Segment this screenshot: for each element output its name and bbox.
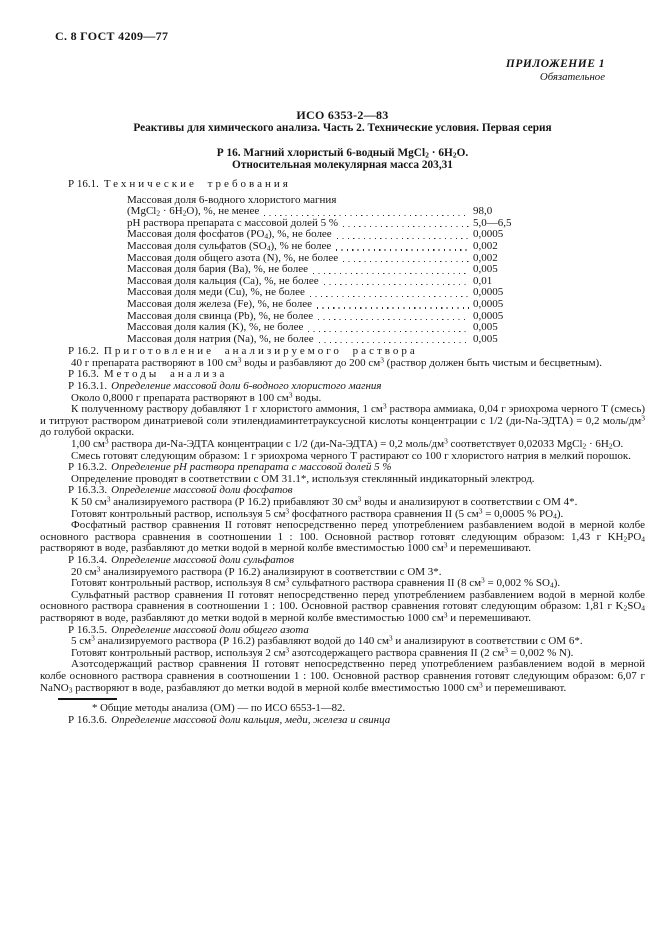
section-number: Р 16.3. (68, 368, 99, 381)
dot-leader (264, 215, 469, 216)
spec-value: 0,005 (473, 263, 498, 276)
section-number: Р 16.2. (68, 345, 99, 358)
spec-value: 0,0005 (473, 286, 504, 299)
section-16-3-4-heading (68, 555, 645, 567)
running-header: С. 8 ГОСТ 4209—77 (55, 29, 169, 43)
spec-label: Массовая доля фосфатов $(PO_4)$, %, не более (127, 228, 332, 241)
paragraph-16-3-3-b: Готовят контрольный раствор, используя 5 $см^3$ фосфатного раствора сравнения II (5 $см^3 = 0,0005$ % $PO_4$). (71, 505, 564, 521)
section-number: Р 16.3.3. (68, 484, 108, 497)
section-title: Методы анализа (103, 368, 228, 381)
spec-row (127, 322, 528, 334)
spec-label: Массовая доля бария (Ba), %, не более (127, 263, 309, 276)
paragraph-16-3-5-a: 5 $см^3$ анализируемого раствора (Р 16.2) разбавляют водой до 140 $см^3$ и анализируют в соответствии с ОМ 6*. (71, 633, 583, 648)
paragraph-16-3-1-b: К полученному раствору добавляют 1 г хлористого аммония, 1 $см^3$ раствора аммиака, 0,04 г эриохрома черного Т (смесь) и титруют раствором динатриевой соли этилендиаминтетрауксусной кислоты концентрации с 1/2 (ди-Na-ЭДТА) = 0,2 моль/$дм^3$ до голубой окраски. (40, 401, 645, 439)
dot-leader (317, 307, 469, 308)
footnote-block (40, 698, 645, 715)
spec-value: 98,0 (473, 205, 493, 218)
paragraph-16-3-5-c: Азотсодержащий раствор сравнения II готовят непосредственно перед употреблением разбавлением водой в мерной колбе основного раствора сравнения в соотношении 1 : 100. Основной раствор сравнения готовят следующим образом: 6,07 г NaNO$_3$ растворяют в воде, разбавляют до метки водой в мерной колбе вместимостью 1000 $см^3$ и перемешивают. (40, 658, 645, 694)
section-title: Определение pH раствора препарата с массовой долей 5 % (111, 461, 392, 474)
spec-value: 0,005 (473, 321, 498, 334)
standard-number: ИСО 6353-2—83 (296, 107, 389, 122)
section-title: Технические требования (103, 177, 291, 190)
spec-label: Массовая доля кальция (Ca), %, не более (127, 274, 319, 287)
dot-leader (343, 226, 469, 227)
paragraph-16-3-1-a: Около 0,8000 г препарата растворяют в 100 $см^3$ воды. (71, 389, 322, 404)
dot-leader (337, 238, 469, 239)
spec-value: 0,0005 (473, 297, 504, 310)
section-title: Определение массовой доли 6-водного хлористого магния (111, 380, 382, 393)
product-title (40, 147, 645, 171)
section-16-3-1-heading (68, 381, 645, 393)
spec-label: Массовая доля общего азота (N), %, не более (127, 251, 339, 264)
spec-value: 0,005 (473, 332, 498, 345)
paragraph-16-3-4-b: Готовят контрольный раствор, используя 8 $см^3$ сульфатного раствора сравнения II (8 $см^3 = 0,002$ % $SO_4$). (71, 575, 561, 590)
section-number: Р 16.3.5. (68, 623, 108, 636)
spec-label: Массовая доля калия (K), %, не более (127, 321, 304, 334)
spec-value: 0,01 (473, 274, 493, 287)
paragraph-16-3-1-d: Смесь готовят следующим образом: 1 г эриохрома черного Т растирают со 100 г хлористого натрия в мелкий порошок. (71, 449, 631, 462)
section-number: Р 16.3.6. (68, 713, 108, 726)
dot-leader (310, 296, 469, 297)
paragraph-16-3-1-c: 1,00 $см^3$ раствора ди-Na-ЭДТА концентрации с 1/2 (ди-Na-ЭДТА) = 0,2 моль/$дм^3$ соответствует 0,02033 MgCl$_2$ · $6H_2O$. (71, 436, 624, 451)
section-16-3-6-heading (68, 715, 645, 727)
spec-label: (MgCl$_2$ · $6H_2O$), %, не менее (127, 205, 260, 218)
paragraph-16-3-4-a: 20 $см^3$ анализируемого раствора (Р 16.2) анализируют в соответствии с ОМ 3*. (71, 563, 442, 578)
dot-leader (324, 284, 469, 285)
spec-list (127, 195, 528, 346)
spec-value: 0,002 (473, 251, 498, 264)
spec-label: Массовая доля меди (Cu), %, не более (127, 286, 305, 299)
section-number: Р 16.3.2. (68, 461, 108, 474)
spec-value: 0,0005 (473, 309, 504, 322)
section-title: Определение массовой доли кальция, меди, железа и свинца (111, 713, 391, 726)
footnote-rule (58, 698, 117, 700)
paragraph-16-3-4-c: Сульфатный раствор сравнения II готовят непосредственно перед употреблением разбавлением водой в мерной колбе основного раствора сравнения в соотношении 1 : 100. Основной раствор сравнения готовят следующим образом: 1,81 г $K_2SO_4$ растворяют в воде, разбавляют до метки водой в мерной колбе вместимостью 1000 $см^3$ и перемешивают. (40, 588, 645, 624)
spec-label: pH раствора препарата с массовой долей 5 % (127, 216, 339, 229)
paragraph-16-3-3-a: К 50 $см^3$ анализируемого раствора (Р 16.2) прибавляют 30 $см^3$ воды и анализируют в соответствии с ОМ 4*. (71, 494, 578, 508)
spec-row (127, 206, 528, 218)
product-title-line2: Относительная молекулярная масса 203,31 (232, 158, 453, 171)
spec-label: Массовая доля натрия (Na), %, не более (127, 332, 314, 345)
section-number: Р 16.1. (68, 177, 99, 190)
annex-block (40, 59, 605, 84)
dot-leader (343, 261, 469, 262)
spec-row (127, 241, 528, 253)
dot-leader (319, 342, 469, 343)
spec-value: 5,0—6,5 (473, 216, 512, 229)
spec-row (127, 299, 528, 311)
section-number: Р 16.3.4. (68, 553, 108, 566)
section-title: Определение массовой доли общего азота (111, 623, 309, 636)
spec-label: Массовая доля сульфатов $(SO_4)$, % не более (127, 239, 332, 253)
paragraph-16-2: 40 г препарата растворяют в 100 $см^3$ воды и разбавляют до 200 $см^3$ (раствор должен быть чистым и бесцветным). (71, 355, 602, 369)
spec-value: 0,0005 (473, 228, 504, 241)
dot-leader (313, 273, 469, 274)
product-title-line1: Р 16. Магний хлористый 6-водный MgCl$_2$ · $6H_2O$. (216, 146, 469, 160)
paragraph-16-3-2: Определение проводят в соответствии с ОМ 31.1*, используя стеклянный индикаторный электрод. (71, 472, 535, 485)
paragraph-16-3-5-b: Готовят контрольный раствор, используя 2 $см^3$ азотсодержащего раствора сравнения II (2 $см^3 = 0,002$ % N). (71, 644, 574, 659)
section-title: Определение массовой доли сульфатов (111, 553, 294, 566)
spec-label: Массовая доля железа (Fe), %, не более (127, 297, 312, 310)
dot-leader (318, 319, 469, 320)
standard-subtitle: Реактивы для химического анализа. Часть 2. Технические условия. Первая серия (133, 122, 552, 135)
dot-leader (336, 249, 469, 250)
annex-title: ПРИЛОЖЕНИЕ 1 (505, 57, 605, 70)
spec-intro-line: Массовая доля 6-водного хлористого магния (127, 193, 337, 206)
section-title: Приготовление анализируемого раствора (103, 345, 418, 358)
section-16-1-heading (68, 179, 645, 191)
section-title: Определение массовой доли фосфатов (111, 484, 293, 497)
paragraph-16-3-3-c: Фосфатный раствор сравнения II готовят непосредственно перед употреблением разбавлением водой в мерной колбе основного раствора сравнения в соотношении 1 : 100. Основной раствор готовят следующим образом: 1,43 г $KH_2PO_4$ растворяют в воде, разбавляют до метки водой в мерной колбе вместимостью 1000 $см^3$ и перемешивают. (40, 519, 645, 555)
spec-label: Массовая доля свинца (Pb), %, не более (127, 309, 314, 322)
footnote-text: * Общие методы анализа (ОМ) — по ИСО 6553-1—82. (92, 702, 346, 715)
spec-value: 0,002 (473, 239, 498, 252)
spec-row (127, 334, 528, 346)
dot-leader (308, 331, 469, 332)
spec-row (127, 264, 528, 276)
annex-note: Обязательное (539, 71, 605, 84)
section-number: Р 16.3.1. (68, 380, 108, 393)
